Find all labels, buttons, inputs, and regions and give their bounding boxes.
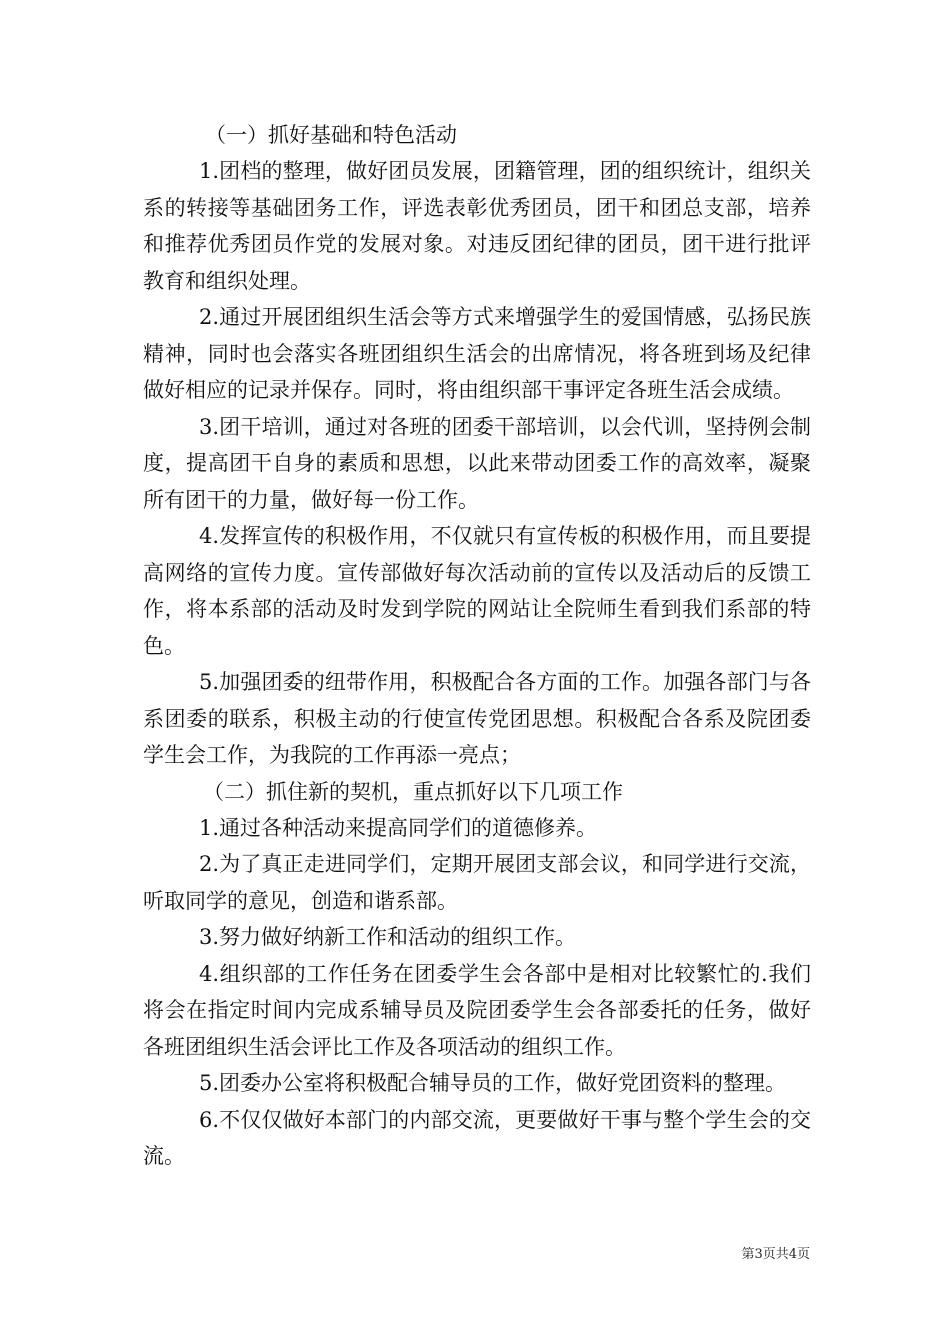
section-heading-2: （二）抓住新的契机，重点抓好以下几项工作 <box>203 779 623 804</box>
document-body <box>143 117 811 1175</box>
section-heading-1: （一）抓好基础和特色活动 <box>205 123 457 147</box>
paragraph-2-3: 3.努力做好纳新工作和活动的组织工作。 <box>199 925 577 949</box>
paragraph-2-6: 6.不仅仅做好本部门的内部交流，更要做好干事与整个学生会的交流。 <box>143 1107 811 1168</box>
paragraph-1-2: 2.通过开展团组织生活会等方式来增强学生的爱国情感，弘扬民族精神，同时也会落实各班团组织生活会的出席情况，将各班到场及纪律做好相应的记录并保存。同时，将由组织部干事评定各班生活会成绩。 <box>143 305 811 402</box>
paragraph-1-1: 1.团档的整理，做好团员发展，团籍管理，团的组织统计，组织关系的转接等基础团务工作，评选表彰优秀团员，团干和团总支部，培养和推荐优秀团员作党的发展对象。对违反团纪律的团员，团干进行批评教育和组织处理。 <box>143 159 811 293</box>
paragraph-2-4: 4.组织部的工作任务在团委学生会各部中是相对比较繁忙的.我们将会在指定时间内完成系辅导员及院团委学生会各部委托的任务，做好各班团组织生活会评比工作及各项活动的组织工作。 <box>143 961 811 1059</box>
page-number: 第3页共4页 <box>741 1247 810 1262</box>
paragraph-2-5: 5.团委办公室将积极配合辅导员的工作，做好党团资料的整理。 <box>199 1071 787 1095</box>
paragraph-2-2: 2.为了真正走进同学们，定期开展团支部会议，和同学进行交流，听取同学的意见，创造和谐系部。 <box>143 852 811 913</box>
paragraph-1-4: 4.发挥宣传的积极作用，不仅就只有宣传板的积极作用，而且要提高网络的宣传力度。宣传部做好每次活动前的宣传以及活动后的反馈工作，将本系部的活动及时发到学院的网站让全院师生看到我们系部的特色。 <box>143 524 811 658</box>
paragraph-1-3: 3.团干培训，通过对各班的团委干部培训，以会代训，坚持例会制度，提高团干自身的素质和思想，以此来带动团委工作的高效率，凝聚所有团干的力量，做好每一份工作。 <box>143 414 811 512</box>
paragraph-2-1: 1.通过各种活动来提高同学们的道德修养。 <box>199 815 598 840</box>
paragraph-1-5: 5.加强团委的纽带作用，积极配合各方面的工作。加强各部门与各系团委的联系，积极主动的行使宣传党团思想。积极配合各系及院团委学生会工作，为我院的工作再添一亮点； <box>143 670 811 767</box>
